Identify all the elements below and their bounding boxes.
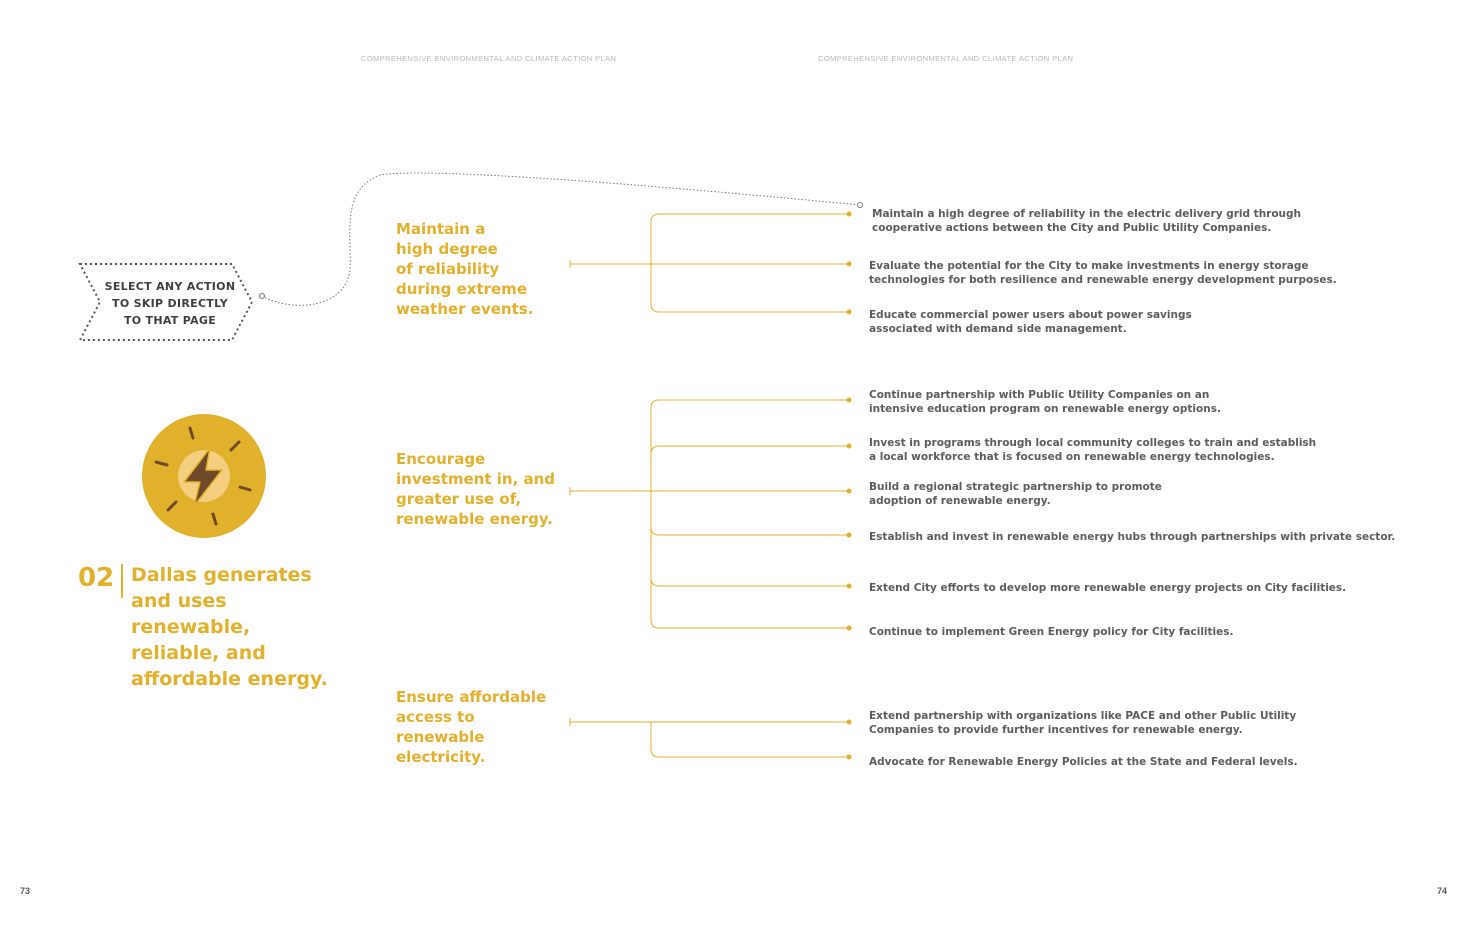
action-link-7[interactable]: Establish and invest in renewable energy hubs through partnerships with private sector. <box>869 531 1396 543</box>
action-link-5[interactable]: Invest in programs through local community colleges to train and establish a local workforce that is focused on renewable energy technologies. <box>869 437 1317 463</box>
page-header-left: COMPREHENSIVE ENVIRONMENTAL AND CLIMATE ACTION PLAN <box>361 54 617 63</box>
objective-title-2: Encourage investment in, and greater use of, renewable energy. <box>396 450 556 528</box>
action-dot <box>847 444 852 449</box>
objective-1-tree <box>570 214 849 312</box>
objective-title-1: Maintain a high degree of reliability during extreme weather events. <box>396 220 534 318</box>
goal-divider <box>121 564 123 598</box>
select-action-prompt: SELECT ANY ACTION TO SKIP DIRECTLY TO THAT PAGE <box>104 280 236 327</box>
action-dot <box>847 584 852 589</box>
action-link-1[interactable]: Maintain a high degree of reliability in the electric delivery grid through cooperative actions between the City and Public Utility Companies. <box>872 208 1302 234</box>
action-dot <box>847 755 852 760</box>
objective-title-3: Ensure affordable access to renewable electricity. <box>396 688 547 766</box>
objective-2-tree <box>570 400 849 628</box>
action-link-4[interactable]: Continue partnership with Public Utility Companies on an intensive education program on renewable energy options. <box>869 389 1221 415</box>
objective-3-tree <box>570 718 849 757</box>
action-dot <box>847 310 852 315</box>
page-header-right: COMPREHENSIVE ENVIRONMENTAL AND CLIMATE ACTION PLAN <box>818 54 1074 63</box>
action-dot <box>847 489 852 494</box>
action-dot <box>847 212 852 217</box>
page-number-right: 74 <box>1437 886 1448 896</box>
action-dot <box>847 398 852 403</box>
action-link-3[interactable]: Educate commercial power users about power savings associated with demand side management. <box>869 309 1192 335</box>
action-dot <box>847 626 852 631</box>
action-link-11[interactable]: Advocate for Renewable Energy Policies at the State and Federal levels. <box>869 756 1298 768</box>
page-number-left: 73 <box>20 886 31 896</box>
action-link-9[interactable]: Continue to implement Green Energy policy for City facilities. <box>869 626 1234 638</box>
goal-title: Dallas generates and uses renewable, reliable, and affordable energy. <box>131 564 328 690</box>
action-link-10[interactable]: Extend partnership with organizations like PACE and other Public Utility Companies to provide further incentives for renewable energy. <box>869 710 1297 736</box>
guide-start-dot <box>260 294 265 299</box>
lightning-bolt-icon <box>142 414 266 538</box>
action-dot <box>847 720 852 725</box>
action-link-6[interactable]: Build a regional strategic partnership to promote adoption of renewable energy. <box>869 481 1162 507</box>
action-dot <box>847 262 852 267</box>
action-dot <box>847 533 852 538</box>
action-link-2[interactable]: Evaluate the potential for the City to make investments in energy storage technologies for both resilience and renewable energy development purposes. <box>869 260 1337 286</box>
goal-number: 02 <box>78 563 115 593</box>
guide-end-dot <box>858 203 863 208</box>
action-link-8[interactable]: Extend City efforts to develop more renewable energy projects on City facilities. <box>869 582 1347 594</box>
